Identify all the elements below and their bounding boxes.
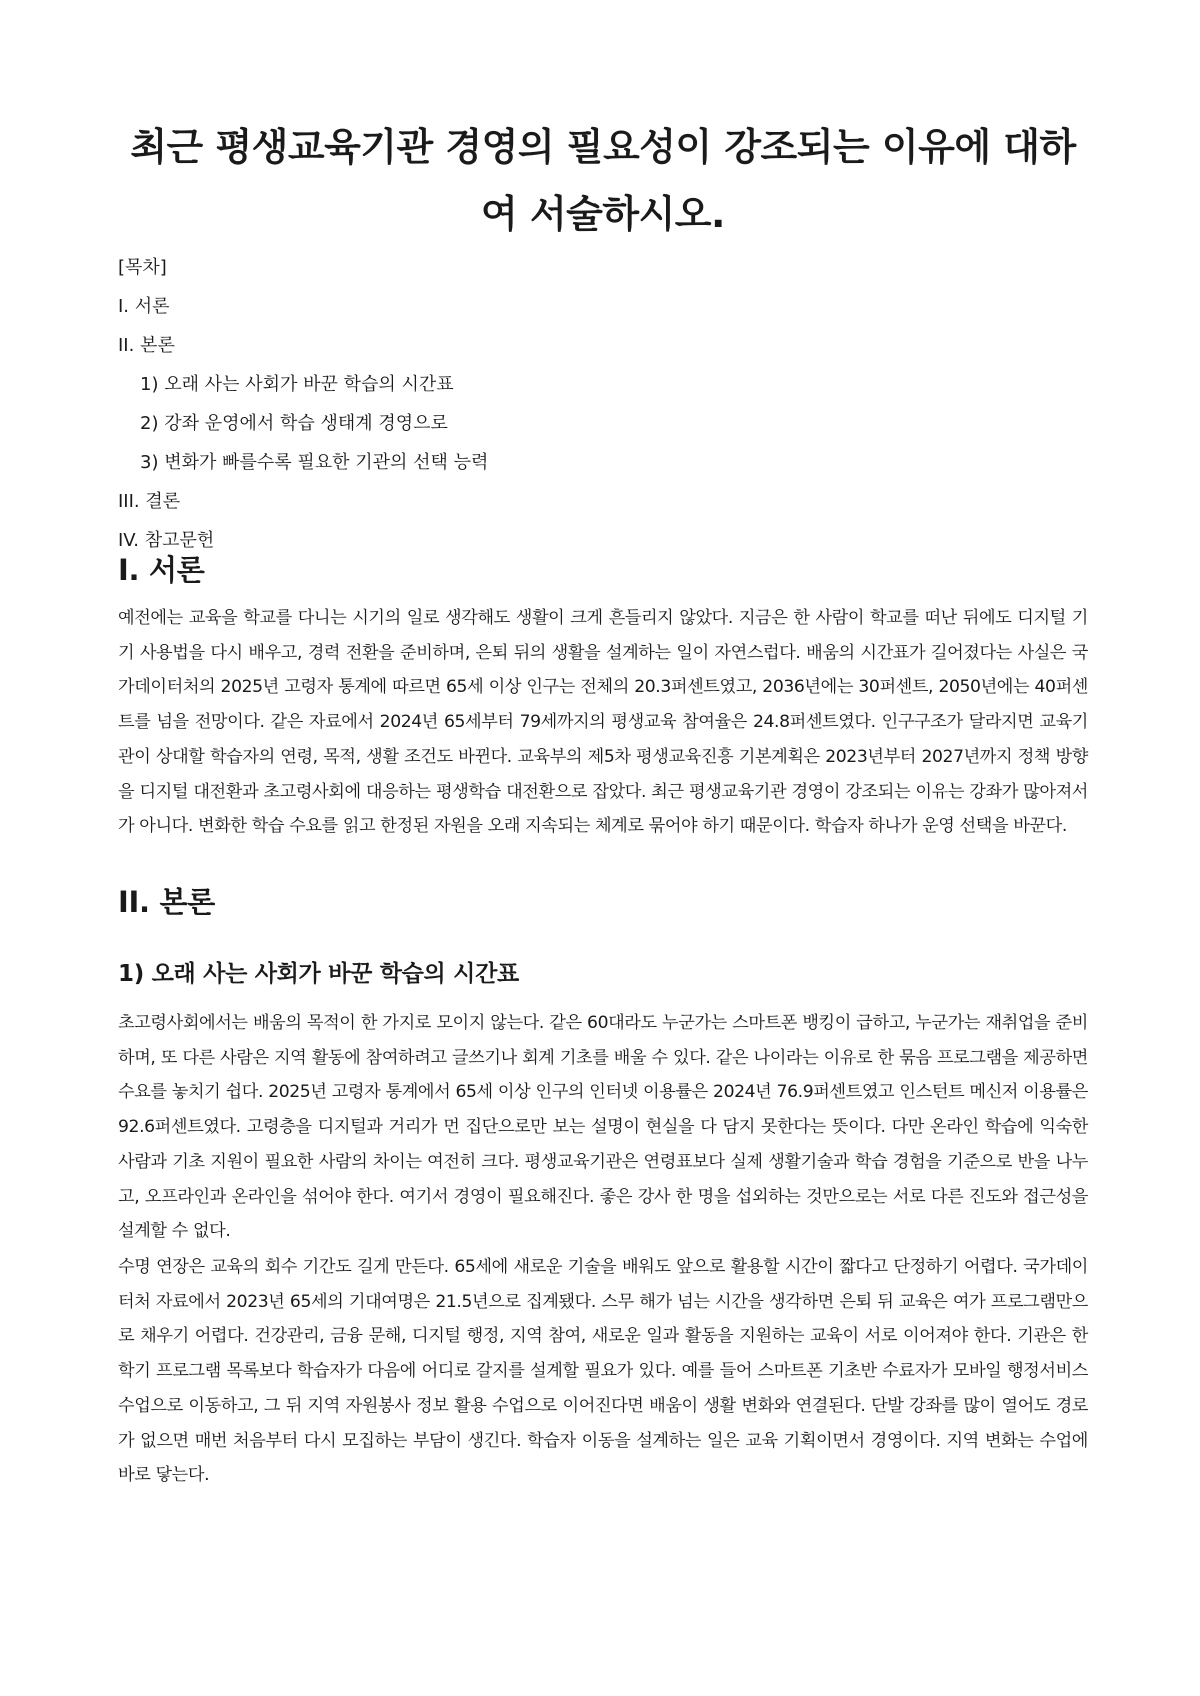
toc-item: I. 서론 xyxy=(118,296,170,317)
toc-item: 2) 강좌 운영에서 학습 생태계 경영으로 xyxy=(140,413,448,434)
section-heading-body: II. 본론 xyxy=(118,885,215,919)
toc-heading: [목차] xyxy=(118,257,167,278)
toc-item: 3) 변화가 빠를수록 필요한 기관의 선택 능력 xyxy=(140,452,489,473)
toc-item: IV. 참고문헌 xyxy=(118,530,215,551)
toc-item: III. 결론 xyxy=(118,491,181,512)
section-heading-introduction: I. 서론 xyxy=(118,553,205,587)
body-paragraph: 수명 연장은 교육의 회수 기간도 길게 만든다. 65세에 새로운 기술을 배워도 앞으로 활용할 시간이 짧다고 단정하기 어렵다. 국가데이터처 자료에서 2023년 65세의 기대여명은 21.5년으로 집계됐다. 스무 해가 넘는 시간을 생각하면 은퇴 뒤 교육은 여가 프로그램만으로 채우기 어렵다. 건강관리, 금융 문해, 디지털 행정, 지역 참여, 새로운 일과 활동을 지원하는 교육이 서로 이어져야 한다. 기관은 한 학기 프로그램 목록보다 학습자가 다음에 어디로 갈지를 설계할 필요가 있다. 예를 들어 스마트폰 기초반 수료자가 모바일 행정서비스 수업으로 이동하고, 그 뒤 지역 자원봉사 정보 활용 수업으로 이어진다면 배움이 생활 변화와 연결된다. 단발 강좌를 많이 열어도 경로가 없으면 매번 처음부터 다시 모집하는 부담이 생긴다. 학습자 이동을 설계하는 일은 교육 기획이면서 경영이다. 지역 변화는 수업에 바로 닿는다. xyxy=(118,1257,1088,1486)
introduction-paragraph: 예전에는 교육을 학교를 다니는 시기의 일로 생각해도 생활이 크게 흔들리지 않았다. 지금은 한 사람이 학교를 떠난 뒤에도 디지털 기기 사용법을 다시 배우고, 경력 전환을 준비하며, 은퇴 뒤의 생활을 설계하는 일이 자연스럽다. 배움의 시간표가 길어졌다는 사실은 국가데이터처의 2025년 고령자 통계에 따르면 65세 이상 인구는 전체의 20.3퍼센트였고, 2036년에는 30퍼센트, 2050년에는 40퍼센트를 넘을 전망이다. 같은 자료에서 2024년 65세부터 79세까지의 평생교육 참여율은 24.8퍼센트였다. 인구구조가 달라지면 교육기관이 상대할 학습자의 연령, 목적, 생활 조건도 바뀐다. 교육부의 제5차 평생교육진흥 기본계획은 2023년부터 2027년까지 정책 방향을 디지털 대전환과 초고령사회에 대응하는 평생학습 대전환으로 잡았다. 최근 평생교육기관 경영이 강조되는 이유는 강좌가 많아져서가 아니다. 변화한 학습 수요를 읽고 한정된 자원을 오래 지속되는 체계로 묶어야 하기 때문이다. 학습자 하나가 운영 선택을 바꾼다. xyxy=(118,608,1088,837)
toc-item: II. 본론 xyxy=(118,335,175,356)
subsection-heading-1: 1) 오래 사는 사회가 바꾼 학습의 시간표 xyxy=(118,961,519,987)
toc-item: 1) 오래 사는 사회가 바꾼 학습의 시간표 xyxy=(140,374,454,395)
table-of-contents xyxy=(118,248,1088,560)
document-title: 최근 평생교육기관 경영의 필요성이 강조되는 이유에 대하여 서술하시오. xyxy=(130,125,1076,236)
body-paragraph: 초고령사회에서는 배움의 목적이 한 가지로 모이지 않는다. 같은 60대라도 누군가는 스마트폰 뱅킹이 급하고, 누군가는 재취업을 준비하며, 또 다른 사람은 지역 활동에 참여하려고 글쓰기나 회계 기초를 배울 수 있다. 같은 나이라는 이유로 한 묶음 프로그램을 제공하면 수요를 놓치기 쉽다. 2025년 고령자 통계에서 65세 이상 인구의 인터넷 이용률은 2024년 76.9퍼센트였고 인스턴트 메신저 이용률은 92.6퍼센트였다. 고령층을 디지털과 거리가 먼 집단으로만 보는 설명이 현실을 다 담지 못한다는 뜻이다. 다만 온라인 학습에 익숙한 사람과 기초 지원이 필요한 사람의 차이는 여전히 크다. 평생교육기관은 연령표보다 실제 생활기술과 학습 경험을 기준으로 반을 나누고, 오프라인과 온라인을 섞어야 한다. 여기서 경영이 필요해진다. 좋은 강사 한 명을 섭외하는 것만으로는 서로 다른 진도와 접근성을 설계할 수 없다. xyxy=(118,1013,1088,1242)
